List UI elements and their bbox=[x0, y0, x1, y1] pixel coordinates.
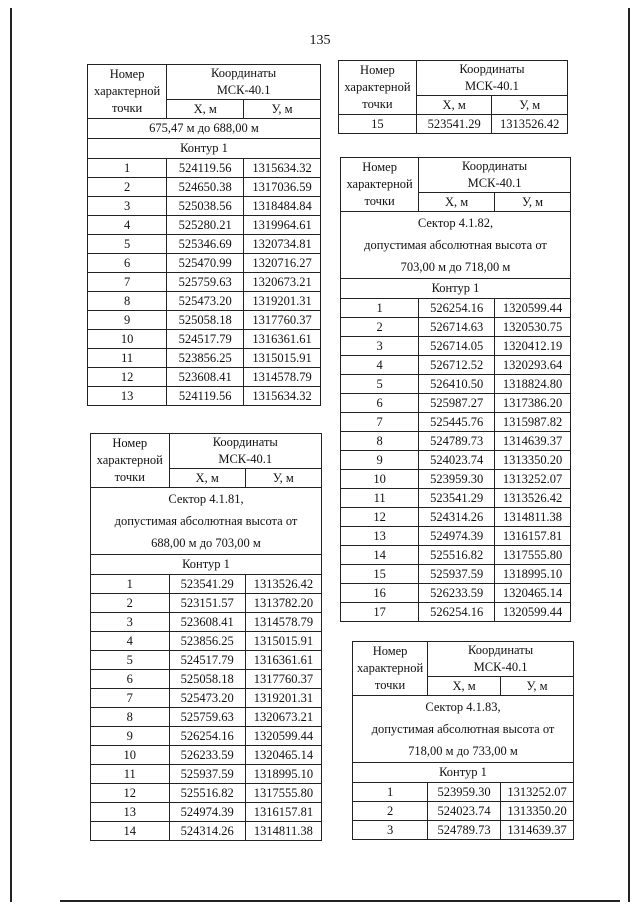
y-coordinate-cell: 1315634.32 bbox=[244, 387, 321, 406]
y-coordinate-cell: 1314639.37 bbox=[501, 821, 574, 840]
y-coordinate-cell: 1320293.64 bbox=[495, 356, 571, 375]
x-coordinate-cell: 524023.74 bbox=[428, 802, 501, 821]
point-number-cell: 12 bbox=[88, 368, 167, 387]
coordinates-header bbox=[169, 434, 321, 469]
y-coordinate-cell: 1314639.37 bbox=[495, 432, 571, 451]
table-row bbox=[88, 387, 321, 406]
y-coordinate-cell: 1317036.59 bbox=[244, 178, 321, 197]
table-row bbox=[341, 603, 571, 622]
y-coordinate-cell: 1313252.07 bbox=[495, 470, 571, 489]
point-number-cell: 8 bbox=[341, 432, 419, 451]
point-number-cell: 2 bbox=[91, 594, 170, 613]
x-coordinate-cell: 524314.26 bbox=[169, 822, 245, 841]
contour-cell: Контур 1 bbox=[88, 139, 321, 159]
contour-cell: Контур 1 bbox=[353, 763, 574, 783]
coord-label-line: Координаты bbox=[211, 66, 277, 80]
header-row bbox=[91, 434, 322, 469]
table-row bbox=[341, 318, 571, 337]
table-row bbox=[341, 394, 571, 413]
x-coordinate-cell: 523541.29 bbox=[419, 489, 495, 508]
coord-label-line: МСК-40.1 bbox=[465, 79, 519, 93]
y-coordinate-cell: 1320599.44 bbox=[495, 603, 571, 622]
header-row bbox=[88, 65, 321, 100]
y-coordinate-cell: 1319201.31 bbox=[244, 292, 321, 311]
section-row bbox=[91, 488, 322, 555]
coord-label-line: МСК-40.1 bbox=[473, 660, 528, 674]
point-label-line: точки bbox=[362, 97, 393, 111]
section-line: Сектор 4.1.81, bbox=[168, 492, 244, 506]
point-label-line: характерной bbox=[96, 453, 163, 467]
x-coordinate-cell: 524650.38 bbox=[167, 178, 244, 197]
point-number-header bbox=[339, 61, 417, 115]
point-number-header bbox=[341, 158, 419, 212]
coords-table-d bbox=[340, 157, 571, 622]
point-label-line: Номер bbox=[362, 160, 397, 174]
table-row bbox=[91, 746, 322, 765]
x-header: X, м bbox=[416, 96, 492, 115]
coordinates-header bbox=[419, 158, 571, 193]
x-coordinate-cell: 524314.26 bbox=[419, 508, 495, 527]
point-label-line: точки bbox=[111, 101, 143, 115]
point-number-cell: 8 bbox=[91, 708, 170, 727]
y-coordinate-cell: 1319964.61 bbox=[244, 216, 321, 235]
x-coordinate-cell: 525445.76 bbox=[419, 413, 495, 432]
header-row bbox=[341, 158, 571, 193]
coords-table-b bbox=[90, 433, 322, 841]
section-cell bbox=[341, 212, 571, 279]
point-number-cell: 14 bbox=[341, 546, 419, 565]
section-line: 675,47 м до 688,00 м bbox=[149, 121, 259, 135]
point-label-line: характерной bbox=[344, 80, 411, 94]
coord-label-line: Координаты bbox=[468, 643, 534, 657]
table-row bbox=[341, 356, 571, 375]
x-coordinate-cell: 525937.59 bbox=[169, 765, 245, 784]
y-coordinate-cell: 1319201.31 bbox=[245, 689, 321, 708]
point-number-header bbox=[88, 65, 167, 119]
x-coordinate-cell: 524023.74 bbox=[419, 451, 495, 470]
header-row bbox=[353, 642, 574, 677]
point-number-cell: 7 bbox=[88, 273, 167, 292]
y-coordinate-cell: 1315987.82 bbox=[495, 413, 571, 432]
coord-label-line: Координаты bbox=[459, 62, 525, 76]
x-coordinate-cell: 526254.16 bbox=[419, 299, 495, 318]
point-number-cell: 9 bbox=[341, 451, 419, 470]
point-number-cell: 3 bbox=[353, 821, 428, 840]
y-coordinate-cell: 1320530.75 bbox=[495, 318, 571, 337]
table-row bbox=[88, 159, 321, 178]
x-coordinate-cell: 525473.20 bbox=[169, 689, 245, 708]
x-coordinate-cell: 526712.52 bbox=[419, 356, 495, 375]
y-coordinate-cell: 1320673.21 bbox=[244, 273, 321, 292]
point-number-cell: 12 bbox=[91, 784, 170, 803]
section-cell bbox=[353, 696, 574, 763]
x-coordinate-cell: 526233.59 bbox=[419, 584, 495, 603]
x-coordinate-cell: 525473.20 bbox=[167, 292, 244, 311]
coord-label-line: МСК-40.1 bbox=[216, 83, 271, 97]
x-coordinate-cell: 524789.73 bbox=[419, 432, 495, 451]
table-row bbox=[341, 508, 571, 527]
table-row bbox=[88, 292, 321, 311]
y-coordinate-cell: 1313526.42 bbox=[245, 575, 321, 594]
table-row bbox=[341, 470, 571, 489]
x-coordinate-cell: 525470.99 bbox=[167, 254, 244, 273]
table-row bbox=[341, 527, 571, 546]
table-row bbox=[341, 299, 571, 318]
y-coordinate-cell: 1313350.20 bbox=[501, 802, 574, 821]
point-label-line: характерной bbox=[356, 661, 424, 675]
table-row bbox=[341, 432, 571, 451]
table-row bbox=[91, 784, 322, 803]
point-number-cell: 10 bbox=[88, 330, 167, 349]
x-coordinate-cell: 525759.63 bbox=[167, 273, 244, 292]
section-line: допустимая абсолютная высота от bbox=[114, 514, 298, 528]
point-number-cell: 13 bbox=[91, 803, 170, 822]
x-coordinate-cell: 524974.39 bbox=[419, 527, 495, 546]
table-row bbox=[91, 708, 322, 727]
y-coordinate-cell: 1314811.38 bbox=[245, 822, 321, 841]
section-cell bbox=[88, 119, 321, 139]
y-coordinate-cell: 1320734.81 bbox=[244, 235, 321, 254]
section-row bbox=[341, 212, 571, 279]
y-coordinate-cell: 1313526.42 bbox=[492, 115, 568, 134]
point-number-cell: 16 bbox=[341, 584, 419, 603]
table-row bbox=[341, 489, 571, 508]
x-coordinate-cell: 523856.25 bbox=[169, 632, 245, 651]
y-coordinate-cell: 1317386.20 bbox=[495, 394, 571, 413]
y-coordinate-cell: 1313526.42 bbox=[495, 489, 571, 508]
section-line: допустимая абсолютная высота от bbox=[371, 722, 555, 736]
y-coordinate-cell: 1318824.80 bbox=[495, 375, 571, 394]
x-coordinate-cell: 524119.56 bbox=[167, 387, 244, 406]
point-number-cell: 6 bbox=[91, 670, 170, 689]
coordinates-header bbox=[428, 642, 574, 677]
table-row bbox=[91, 594, 322, 613]
y-coordinate-cell: 1320673.21 bbox=[245, 708, 321, 727]
x-coordinate-cell: 524517.79 bbox=[169, 651, 245, 670]
x-header: X, м bbox=[167, 100, 244, 119]
point-number-cell: 5 bbox=[341, 375, 419, 394]
x-header: X, м bbox=[419, 193, 495, 212]
y-coordinate-cell: 1320599.44 bbox=[245, 727, 321, 746]
x-coordinate-cell: 525038.56 bbox=[167, 197, 244, 216]
x-header: X, м bbox=[169, 469, 245, 488]
section-line: допустимая абсолютная высота от bbox=[364, 238, 547, 252]
point-number-cell: 15 bbox=[339, 115, 417, 134]
y-coordinate-cell: 1318484.84 bbox=[244, 197, 321, 216]
y-coordinate-cell: 1314811.38 bbox=[495, 508, 571, 527]
table-row bbox=[91, 822, 322, 841]
y-coordinate-cell: 1317760.37 bbox=[245, 670, 321, 689]
point-number-cell: 6 bbox=[341, 394, 419, 413]
table-row bbox=[341, 337, 571, 356]
point-number-cell: 5 bbox=[88, 235, 167, 254]
coord-label-line: Координаты bbox=[212, 435, 278, 449]
y-coordinate-cell: 1316157.81 bbox=[245, 803, 321, 822]
table-row bbox=[88, 178, 321, 197]
contour-row bbox=[353, 763, 574, 783]
point-number-cell: 4 bbox=[341, 356, 419, 375]
table-row bbox=[88, 368, 321, 387]
point-label-line: точки bbox=[374, 678, 406, 692]
x-coordinate-cell: 523541.29 bbox=[416, 115, 492, 134]
point-number-cell: 11 bbox=[91, 765, 170, 784]
point-label-line: Номер bbox=[360, 63, 395, 77]
coord-label-line: МСК-40.1 bbox=[218, 452, 273, 466]
contour-row bbox=[91, 555, 322, 575]
point-number-cell: 10 bbox=[91, 746, 170, 765]
table-row bbox=[353, 821, 574, 840]
x-coordinate-cell: 525058.18 bbox=[167, 311, 244, 330]
y-coordinate-cell: 1313782.20 bbox=[245, 594, 321, 613]
coord-label-line: Координаты bbox=[462, 159, 528, 173]
y-coordinate-cell: 1318995.10 bbox=[495, 565, 571, 584]
y-header: У, м bbox=[501, 677, 574, 696]
x-coordinate-cell: 525516.82 bbox=[419, 546, 495, 565]
point-number-header bbox=[353, 642, 428, 696]
point-number-cell: 4 bbox=[88, 216, 167, 235]
y-coordinate-cell: 1317760.37 bbox=[244, 311, 321, 330]
table-row bbox=[91, 727, 322, 746]
table-row bbox=[91, 689, 322, 708]
point-number-cell: 1 bbox=[88, 159, 167, 178]
point-number-cell: 4 bbox=[91, 632, 170, 651]
point-number-cell: 14 bbox=[91, 822, 170, 841]
y-coordinate-cell: 1320599.44 bbox=[495, 299, 571, 318]
x-coordinate-cell: 526714.05 bbox=[419, 337, 495, 356]
point-number-cell: 8 bbox=[88, 292, 167, 311]
table-row bbox=[88, 235, 321, 254]
section-line: 703,00 м до 718,00 м bbox=[400, 260, 511, 274]
y-coordinate-cell: 1315015.91 bbox=[244, 349, 321, 368]
point-number-cell: 13 bbox=[341, 527, 419, 546]
table-row bbox=[353, 783, 574, 802]
point-number-cell: 1 bbox=[91, 575, 170, 594]
point-number-cell: 13 bbox=[88, 387, 167, 406]
x-coordinate-cell: 526714.63 bbox=[419, 318, 495, 337]
x-coordinate-cell: 523959.30 bbox=[428, 783, 501, 802]
coords-table-e bbox=[352, 641, 574, 840]
x-coordinate-cell: 523151.57 bbox=[169, 594, 245, 613]
table-row bbox=[88, 216, 321, 235]
table-row bbox=[341, 584, 571, 603]
coord-label-line: МСК-40.1 bbox=[467, 176, 522, 190]
point-number-cell: 2 bbox=[341, 318, 419, 337]
table-row bbox=[91, 613, 322, 632]
y-header: У, м bbox=[492, 96, 568, 115]
point-label-line: Номер bbox=[372, 644, 408, 658]
x-coordinate-cell: 525937.59 bbox=[419, 565, 495, 584]
x-header: X, м bbox=[428, 677, 501, 696]
table-row bbox=[339, 115, 568, 134]
section-row bbox=[88, 119, 321, 139]
contour-cell: Контур 1 bbox=[91, 555, 322, 575]
y-coordinate-cell: 1315015.91 bbox=[245, 632, 321, 651]
section-line: Сектор 4.1.83, bbox=[425, 700, 501, 714]
section-line: Сектор 4.1.82, bbox=[417, 216, 494, 230]
table-row bbox=[88, 349, 321, 368]
point-number-cell: 2 bbox=[88, 178, 167, 197]
table-row bbox=[341, 565, 571, 584]
point-label-line: точки bbox=[364, 194, 395, 208]
table-row bbox=[91, 765, 322, 784]
y-coordinate-cell: 1316157.81 bbox=[495, 527, 571, 546]
page-number: 135 bbox=[309, 33, 331, 48]
y-coordinate-cell: 1317555.80 bbox=[245, 784, 321, 803]
x-coordinate-cell: 525280.21 bbox=[167, 216, 244, 235]
table-row bbox=[88, 311, 321, 330]
point-number-cell: 11 bbox=[341, 489, 419, 508]
table-row bbox=[88, 330, 321, 349]
point-number-cell: 2 bbox=[353, 802, 428, 821]
point-number-cell: 15 bbox=[341, 565, 419, 584]
x-coordinate-cell: 525987.27 bbox=[419, 394, 495, 413]
table-row bbox=[91, 651, 322, 670]
y-coordinate-cell: 1318995.10 bbox=[245, 765, 321, 784]
coordinates-header bbox=[167, 65, 321, 100]
x-coordinate-cell: 524119.56 bbox=[167, 159, 244, 178]
x-coordinate-cell: 525759.63 bbox=[169, 708, 245, 727]
section-line: 718,00 м до 733,00 м bbox=[408, 744, 518, 758]
point-number-cell: 10 bbox=[341, 470, 419, 489]
y-coordinate-cell: 1320465.14 bbox=[495, 584, 571, 603]
table-row bbox=[88, 197, 321, 216]
x-coordinate-cell: 524974.39 bbox=[169, 803, 245, 822]
contour-row bbox=[341, 279, 571, 299]
x-coordinate-cell: 526410.50 bbox=[419, 375, 495, 394]
point-number-cell: 7 bbox=[91, 689, 170, 708]
table-row bbox=[353, 802, 574, 821]
point-number-cell: 3 bbox=[341, 337, 419, 356]
point-number-cell: 1 bbox=[353, 783, 428, 802]
x-coordinate-cell: 523541.29 bbox=[169, 575, 245, 594]
section-line: 688,00 м до 703,00 м bbox=[151, 536, 261, 550]
table-row bbox=[88, 273, 321, 292]
x-coordinate-cell: 526233.59 bbox=[169, 746, 245, 765]
x-coordinate-cell: 523608.41 bbox=[169, 613, 245, 632]
point-label-line: характерной bbox=[93, 84, 161, 98]
table-row bbox=[341, 451, 571, 470]
y-coordinate-cell: 1316361.61 bbox=[245, 651, 321, 670]
point-number-cell: 12 bbox=[341, 508, 419, 527]
point-number-cell: 3 bbox=[88, 197, 167, 216]
x-coordinate-cell: 526254.16 bbox=[419, 603, 495, 622]
x-coordinate-cell: 523959.30 bbox=[419, 470, 495, 489]
y-coordinate-cell: 1313350.20 bbox=[495, 451, 571, 470]
table-row bbox=[91, 632, 322, 651]
x-coordinate-cell: 525516.82 bbox=[169, 784, 245, 803]
coordinates-header bbox=[416, 61, 567, 96]
x-coordinate-cell: 525058.18 bbox=[169, 670, 245, 689]
section-cell bbox=[91, 488, 322, 555]
x-coordinate-cell: 526254.16 bbox=[169, 727, 245, 746]
table-row bbox=[91, 803, 322, 822]
x-coordinate-cell: 523856.25 bbox=[167, 349, 244, 368]
point-number-header bbox=[91, 434, 170, 488]
y-header: У, м bbox=[495, 193, 571, 212]
header-row bbox=[339, 61, 568, 96]
y-header: У, м bbox=[245, 469, 321, 488]
y-header: У, м bbox=[244, 100, 321, 119]
point-number-cell: 11 bbox=[88, 349, 167, 368]
point-label-line: Номер bbox=[109, 67, 145, 81]
point-number-cell: 7 bbox=[341, 413, 419, 432]
point-number-cell: 9 bbox=[91, 727, 170, 746]
contour-cell: Контур 1 bbox=[341, 279, 571, 299]
y-coordinate-cell: 1315634.32 bbox=[244, 159, 321, 178]
page-frame-bottom bbox=[60, 900, 620, 902]
table-row bbox=[88, 254, 321, 273]
coords-table-c bbox=[338, 60, 568, 134]
coords-table-a bbox=[87, 64, 321, 406]
table-row bbox=[341, 413, 571, 432]
y-coordinate-cell: 1320465.14 bbox=[245, 746, 321, 765]
point-number-cell: 17 bbox=[341, 603, 419, 622]
point-label-line: Номер bbox=[112, 436, 148, 450]
point-label-line: характерной bbox=[346, 177, 413, 191]
table-row bbox=[91, 575, 322, 594]
y-coordinate-cell: 1320412.19 bbox=[495, 337, 571, 356]
table-row bbox=[341, 546, 571, 565]
y-coordinate-cell: 1314578.79 bbox=[245, 613, 321, 632]
y-coordinate-cell: 1316361.61 bbox=[244, 330, 321, 349]
contour-row bbox=[88, 139, 321, 159]
point-number-cell: 3 bbox=[91, 613, 170, 632]
point-number-cell: 6 bbox=[88, 254, 167, 273]
section-row bbox=[353, 696, 574, 763]
y-coordinate-cell: 1320716.27 bbox=[244, 254, 321, 273]
point-number-cell: 1 bbox=[341, 299, 419, 318]
x-coordinate-cell: 523608.41 bbox=[167, 368, 244, 387]
y-coordinate-cell: 1313252.07 bbox=[501, 783, 574, 802]
y-coordinate-cell: 1314578.79 bbox=[244, 368, 321, 387]
x-coordinate-cell: 525346.69 bbox=[167, 235, 244, 254]
point-number-cell: 9 bbox=[88, 311, 167, 330]
x-coordinate-cell: 524789.73 bbox=[428, 821, 501, 840]
table-row bbox=[91, 670, 322, 689]
y-coordinate-cell: 1317555.80 bbox=[495, 546, 571, 565]
table-row bbox=[341, 375, 571, 394]
x-coordinate-cell: 524517.79 bbox=[167, 330, 244, 349]
point-label-line: точки bbox=[114, 470, 145, 484]
point-number-cell: 5 bbox=[91, 651, 170, 670]
